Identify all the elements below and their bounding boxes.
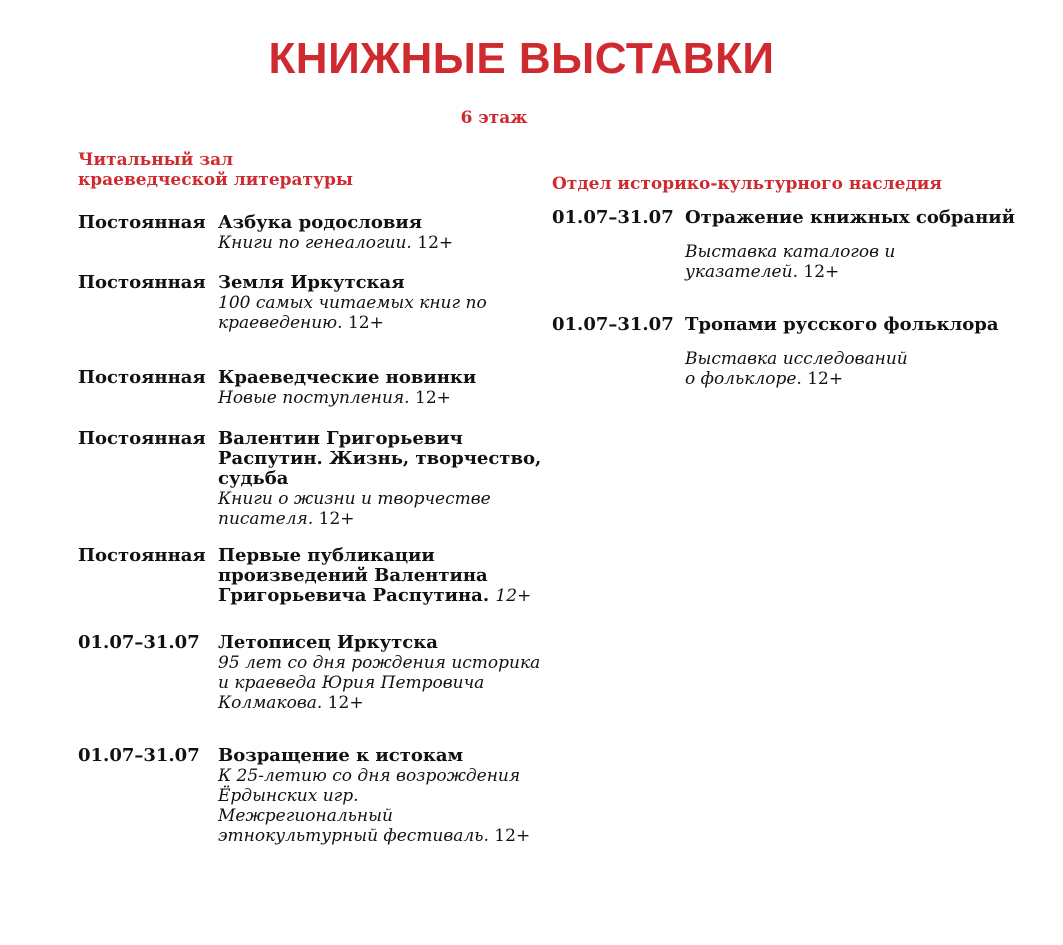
age-rating: 12+ (488, 826, 531, 846)
exhibition-date: Постоянная (78, 272, 206, 293)
exhibition-name: Первые публикации произведений Валентина Григорьевича Распутина. (218, 545, 490, 606)
exhibition-date: 01.07–31.07 (78, 745, 200, 766)
exhibition-entry (78, 633, 548, 713)
exhibition-entry (78, 746, 548, 846)
age-rating: 12+ (495, 586, 532, 606)
exhibition-name: Валентин Григорьевич Распутин. Жизнь, творчество, судьба (218, 428, 542, 489)
exhibition-date: Постоянная (78, 367, 206, 388)
exhibition-date: 01.07–31.07 (78, 632, 200, 653)
exhibition-date: Постоянная (78, 428, 206, 449)
exhibition-entry (78, 368, 548, 408)
section-heading-reading-room: Читальный зал краеведческой литературы (78, 150, 353, 190)
age-rating: 12+ (322, 693, 364, 713)
exhibition-description: Книги по генеалогии. (218, 233, 412, 253)
exhibition-description: Книги о жизни и творчестве писателя. (218, 489, 491, 529)
exhibition-name: Краеведческие новинки (218, 367, 477, 388)
age-rating: 12+ (313, 509, 355, 529)
exhibition-entry (78, 213, 548, 253)
exhibition-description: Выставка исследований о фольклоре. (685, 349, 908, 389)
floor-label: 6 этаж (460, 108, 528, 128)
exhibition-entry (78, 546, 548, 606)
exhibition-entry (78, 429, 548, 529)
exhibition-date: 01.07–31.07 (552, 314, 674, 335)
age-rating: 12+ (797, 262, 840, 282)
age-rating: 12+ (801, 369, 844, 389)
exhibition-entry (552, 315, 1022, 389)
age-rating: 12+ (411, 233, 454, 253)
exhibition-description: Выставка каталогов и указателей. (685, 242, 896, 282)
exhibition-name: Возращение к истокам (218, 745, 464, 766)
exhibition-entry (78, 273, 548, 333)
exhibition-date: Постоянная (78, 545, 206, 566)
exhibition-description: 95 лет со дня рождения историка и краеведа Юрия Петровича Колмакова. (218, 653, 541, 713)
exhibition-name: Азбука родословия (218, 212, 423, 233)
section-heading-heritage: Отдел историко-культурного наследия (552, 174, 942, 194)
exhibition-name: Земля Иркутская (218, 272, 405, 293)
exhibition-date: Постоянная (78, 212, 206, 233)
exhibition-date: 01.07–31.07 (552, 207, 674, 228)
exhibition-name: Отражение книжных собраний (685, 207, 1015, 228)
exhibition-description: К 25-летию со дня возрождения Ёрдынских игр. Межрегиональный этнокультурный фестиваль. (218, 766, 521, 846)
age-rating: 12+ (409, 388, 451, 408)
left-section (78, 150, 548, 846)
exhibition-name: Тропами русского фольклора (685, 314, 999, 335)
exhibition-description: Новые поступления. (218, 388, 410, 408)
exhibition-entry (552, 208, 1022, 282)
page-title: КНИЖНЫЕ ВЫСТАВКИ (268, 34, 775, 83)
right-section (552, 174, 1022, 389)
age-rating: 12+ (342, 313, 384, 333)
exhibition-name: Летописец Иркутска (218, 632, 438, 653)
exhibition-description: 100 самых читаемых книг по краеведению. (218, 293, 487, 333)
